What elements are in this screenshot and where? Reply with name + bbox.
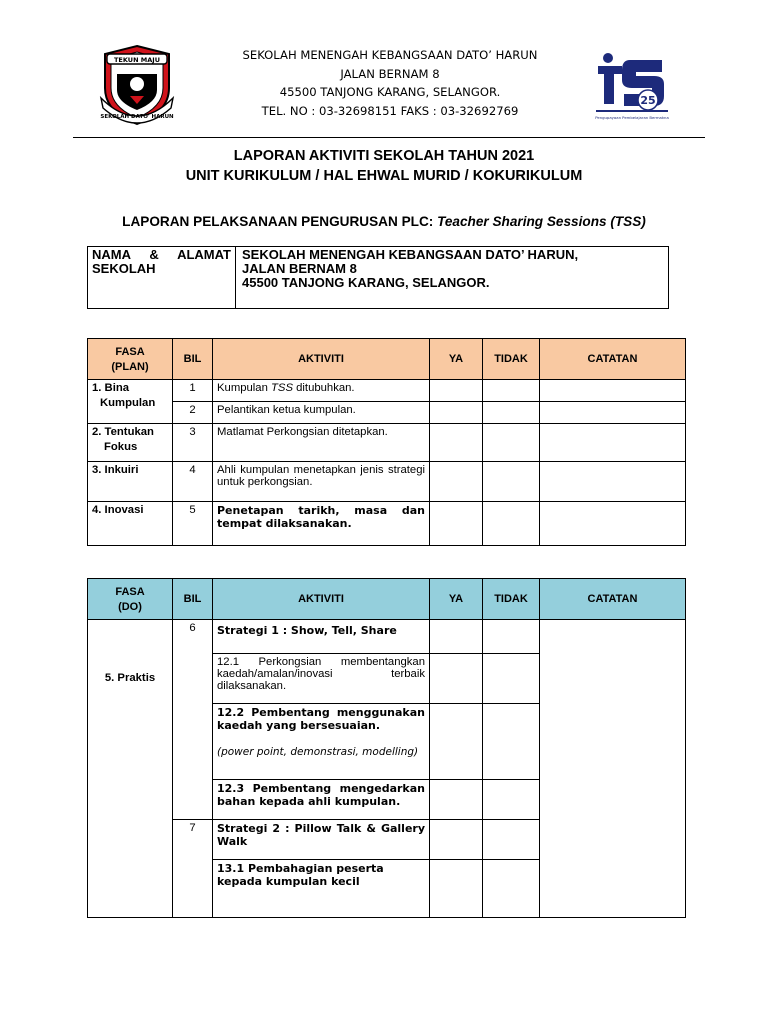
subtitle-italic: Teacher Sharing Sessions (TSS): [437, 214, 646, 229]
aktiviti-note: (power point, demonstrasi, modelling): [217, 746, 419, 758]
school-info-label: [88, 247, 236, 308]
ts25-logo: [592, 50, 672, 122]
table-row: [88, 380, 686, 402]
info-value-line-2: JALAN BERNAM 8: [242, 261, 357, 276]
bil-cell: 3: [173, 424, 213, 462]
letterhead: [0, 40, 768, 130]
header-street: JALAN BERNAM 8: [340, 66, 440, 81]
ya-cell[interactable]: [430, 654, 483, 704]
ya-cell[interactable]: [430, 424, 483, 462]
catatan-cell[interactable]: [540, 502, 686, 546]
catatan-cell[interactable]: [540, 402, 686, 424]
ya-cell[interactable]: [430, 502, 483, 546]
tidak-cell[interactable]: [483, 704, 540, 780]
tidak-cell[interactable]: [483, 502, 540, 546]
tidak-cell[interactable]: [483, 860, 540, 918]
bil-cell: 7: [173, 820, 213, 918]
ts-badge-caption: Pengupayaan Pembelajaran Bermakna: [595, 115, 669, 120]
do-header-tidak: TIDAK: [483, 579, 540, 620]
label-word-nama: NAMA: [92, 247, 131, 262]
subtitle-prefix: LAPORAN PELAKSANAAN PENGURUSAN PLC:: [122, 214, 438, 229]
catatan-cell[interactable]: [540, 462, 686, 502]
do-header-bil: BIL: [173, 579, 213, 620]
bil-cell: 5: [173, 502, 213, 546]
tidak-cell[interactable]: [483, 620, 540, 654]
crest-bottom-text: SEKOLAH DATO' HARUN: [100, 114, 174, 120]
catatan-cell[interactable]: [540, 424, 686, 462]
table-row: [88, 620, 686, 654]
plan-header-ya: YA: [430, 339, 483, 380]
ts-badge-number: 25: [640, 94, 656, 107]
header-city: 45500 TANJONG KARANG, SELANGOR.: [279, 85, 501, 99]
tidak-cell[interactable]: [483, 424, 540, 462]
tidak-cell[interactable]: [483, 654, 540, 704]
school-crest-logo: [97, 44, 177, 126]
ya-cell[interactable]: [430, 860, 483, 918]
plan-header-row: [88, 339, 686, 380]
ya-cell[interactable]: [430, 402, 483, 424]
table-row: [88, 502, 686, 546]
ya-cell[interactable]: [430, 780, 483, 820]
fasa-cell: 1. Bina Kumpulan: [88, 380, 173, 424]
do-header-catatan: CATATAN: [540, 579, 686, 620]
tidak-cell[interactable]: [483, 820, 540, 860]
fasa-cell: 2. Tentukan Fokus: [88, 424, 173, 462]
info-value-line-3: 45500 TANJONG KARANG, SELANGOR.: [242, 275, 490, 290]
plan-header-fasa: FASA (PLAN): [88, 339, 173, 380]
fasa-cell: 3. Inkuiri: [88, 462, 173, 502]
aktiviti-cell: 12.3 Pembentang mengedarkan bahan kepada ahli kumpulan.: [213, 780, 430, 820]
bil-cell: 6: [173, 620, 213, 820]
do-table: [87, 578, 686, 918]
bil-cell: 2: [173, 402, 213, 424]
ya-cell[interactable]: [430, 620, 483, 654]
catatan-cell[interactable]: [540, 620, 686, 918]
bil-cell: 1: [173, 380, 213, 402]
header-school-name: SEKOLAH MENENGAH KEBANGSAAN DATO’ HARUN: [242, 48, 538, 62]
school-info-value: [242, 248, 578, 290]
tidak-cell[interactable]: [483, 402, 540, 424]
tidak-cell[interactable]: [483, 380, 540, 402]
aktiviti-cell: 12.1 Perkongsian membentangkan kaedah/amalan/inovasi terbaik dilaksanakan.: [213, 654, 430, 704]
table-row: [88, 402, 686, 424]
aktiviti-cell: 13.1 Pembahagian peserta kepada kumpulan kecil: [213, 860, 430, 918]
catatan-cell[interactable]: [540, 380, 686, 402]
aktiviti-cell: Strategi 1 : Show, Tell, Share: [213, 620, 430, 654]
do-header-aktiviti: AKTIVITI: [213, 579, 430, 620]
school-info-box: [87, 246, 669, 309]
school-address-block: [190, 46, 590, 120]
aktiviti-cell: Pelantikan ketua kumpulan.: [213, 402, 430, 424]
info-value-line-1: SEKOLAH MENENGAH KEBANGSAAN DATO’ HARUN,: [242, 247, 579, 262]
aktiviti-cell: Strategi 2 : Pillow Talk & Gallery Walk: [213, 820, 430, 860]
label-word-amp: &: [149, 247, 159, 262]
plan-header-tidak: TIDAK: [483, 339, 540, 380]
report-subtitle: [0, 214, 768, 229]
report-title-1: LAPORAN AKTIVITI SEKOLAH TAHUN 2021: [233, 148, 535, 164]
table-row: [88, 462, 686, 502]
aktiviti-cell: 12.2 Pembentang menggunakan kaedah yang bersesuaian. (power point, demonstrasi, modelling): [213, 704, 430, 780]
plan-table: [87, 338, 686, 546]
tidak-cell[interactable]: [483, 462, 540, 502]
bil-cell: 4: [173, 462, 213, 502]
ya-cell[interactable]: [430, 820, 483, 860]
ya-cell[interactable]: [430, 704, 483, 780]
table-row: [88, 424, 686, 462]
crest-top-text: TEKUN MAJU: [114, 56, 160, 64]
fasa-cell: 5. Praktis: [88, 620, 173, 918]
header-phone: TEL. NO : 03-32698151 FAKS : 03-32692769: [261, 103, 519, 118]
header-divider: [73, 137, 705, 138]
aktiviti-cell: Kumpulan TSS ditubuhkan.: [213, 380, 430, 402]
fasa-cell: 4. Inovasi: [88, 502, 173, 546]
aktiviti-cell: Matlamat Perkongsian ditetapkan.: [213, 424, 430, 462]
label-word-alamat: ALAMAT: [177, 247, 231, 262]
report-title-2: UNIT KURIKULUM / HAL EHWAL MURID / KOKURIKULUM: [185, 168, 583, 184]
do-header-row: [88, 579, 686, 620]
aktiviti-cell: Ahli kumpulan menetapkan jenis strategi untuk perkongsian.: [213, 462, 430, 502]
ya-cell[interactable]: [430, 380, 483, 402]
do-header-fasa: FASA (DO): [88, 579, 173, 620]
plan-header-catatan: CATATAN: [540, 339, 686, 380]
tidak-cell[interactable]: [483, 780, 540, 820]
label-line-sekolah: SEKOLAH: [92, 261, 156, 276]
aktiviti-cell: Penetapan tarikh, masa dan tempat dilaksanakan.: [213, 502, 430, 546]
do-header-ya: YA: [430, 579, 483, 620]
plan-header-aktiviti: AKTIVITI: [213, 339, 430, 380]
ya-cell[interactable]: [430, 462, 483, 502]
plan-header-bil: BIL: [173, 339, 213, 380]
